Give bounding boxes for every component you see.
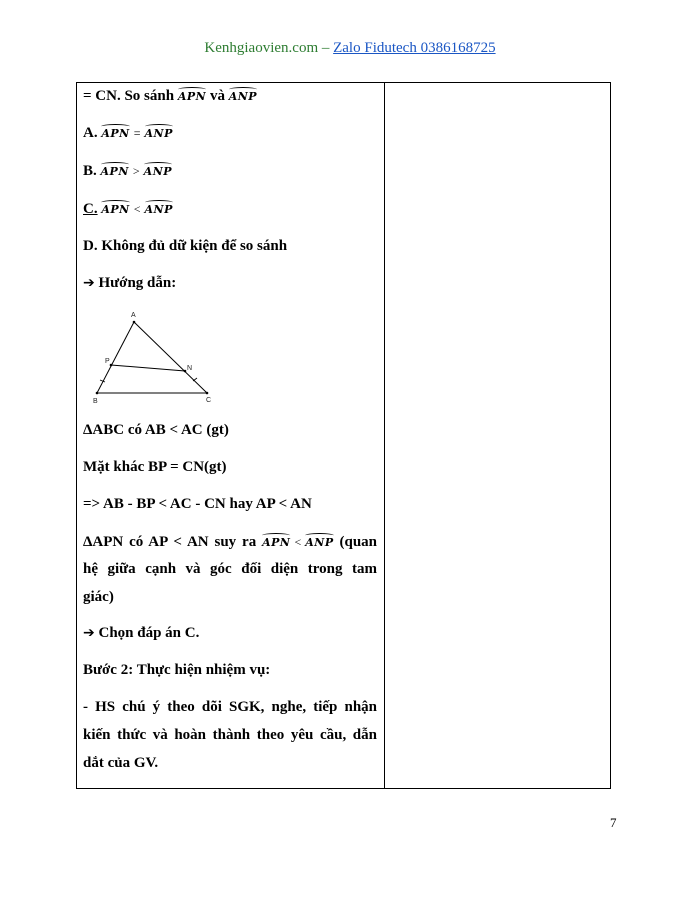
solution-step-4-line-2: hệ giữa cạnh và góc đối diện trong tam (83, 561, 377, 577)
solution-step-1: ΔABC có AB < AC (gt) (83, 422, 229, 438)
option-a-operator: = (133, 126, 141, 140)
column-divider (384, 83, 385, 788)
label-c: C (206, 397, 212, 404)
option-b-operator: > (132, 164, 140, 178)
option-c-operator: < (133, 202, 141, 216)
step-4-arc-anp: ANP (305, 533, 333, 549)
label-a: A (131, 312, 136, 319)
question-stem (83, 87, 257, 105)
solution-step-3: => AB - BP < AC - CN hay AP < AN (83, 496, 312, 512)
stem-and: và (206, 88, 229, 104)
option-a-arc-anp: ANP (145, 124, 173, 140)
task-line-1: - HS chú ý theo dõi SGK, nghe, tiếp nhận (83, 699, 377, 715)
point-b (96, 392, 99, 395)
answer-choice (83, 625, 199, 642)
option-b-label: B. (83, 163, 97, 179)
step-heading: Bước 2: Thực hiện nhiệm vụ: (83, 662, 271, 678)
header-separator: – (318, 40, 334, 56)
option-d: D. Không đủ dữ kiện để so sánh (83, 238, 288, 254)
option-b-arc-apn: APN (101, 162, 129, 178)
option-c (83, 200, 173, 218)
solution-step-4-line-3: giác) (83, 589, 114, 605)
solution-step-4 (83, 533, 377, 551)
point-c (206, 392, 209, 395)
option-c-arc-anp: ANP (145, 200, 173, 216)
label-n: N (187, 365, 193, 372)
arc-anp: ANP (229, 87, 257, 103)
step-4-end: (quan (333, 534, 378, 550)
option-c-arc-apn: APN (101, 200, 129, 216)
segment-ab (97, 322, 134, 393)
task-line-3: dắt của GV. (83, 755, 159, 771)
label-p: P (105, 358, 110, 365)
answer-choice-text: Chọn đáp án C. (94, 625, 200, 641)
option-b (83, 162, 172, 180)
right-arrow-icon: ➔ (83, 625, 95, 641)
step-4-start: ΔAPN có AP < AN suy ra (83, 534, 263, 550)
point-a (133, 321, 136, 324)
option-a-arc-apn: APN (101, 124, 129, 140)
lesson-table (76, 82, 611, 789)
label-b: B (93, 398, 98, 405)
guide-label: Hướng dẫn: (94, 275, 177, 291)
option-b-arc-anp: ANP (144, 162, 172, 178)
guide-heading (83, 275, 176, 292)
step-4-operator: < (294, 535, 302, 549)
point-n (184, 370, 187, 373)
stem-text: = CN. So sánh (83, 88, 178, 104)
page-header (0, 40, 700, 57)
step-4-arc-apn: APN (262, 533, 290, 549)
solution-step-2: Mặt khác BP = CN(gt) (83, 459, 227, 475)
site-name: Kenhgiaovien.com (204, 40, 319, 56)
point-p (110, 364, 113, 367)
option-a-label: A. (83, 125, 98, 141)
task-line-2: kiến thức và hoàn thành theo yêu cầu, dẫn (83, 727, 377, 743)
right-arrow-icon: ➔ (83, 275, 95, 291)
option-a (83, 124, 173, 142)
option-c-label: C. (83, 201, 98, 217)
segment-pn (111, 365, 185, 371)
contact-link[interactable]: Zalo Fidutech 0386168725 (333, 40, 496, 56)
arc-apn: APN (178, 87, 206, 103)
triangle-figure (91, 305, 221, 405)
segment-ac (134, 322, 207, 393)
page-number: 7 (610, 815, 617, 830)
